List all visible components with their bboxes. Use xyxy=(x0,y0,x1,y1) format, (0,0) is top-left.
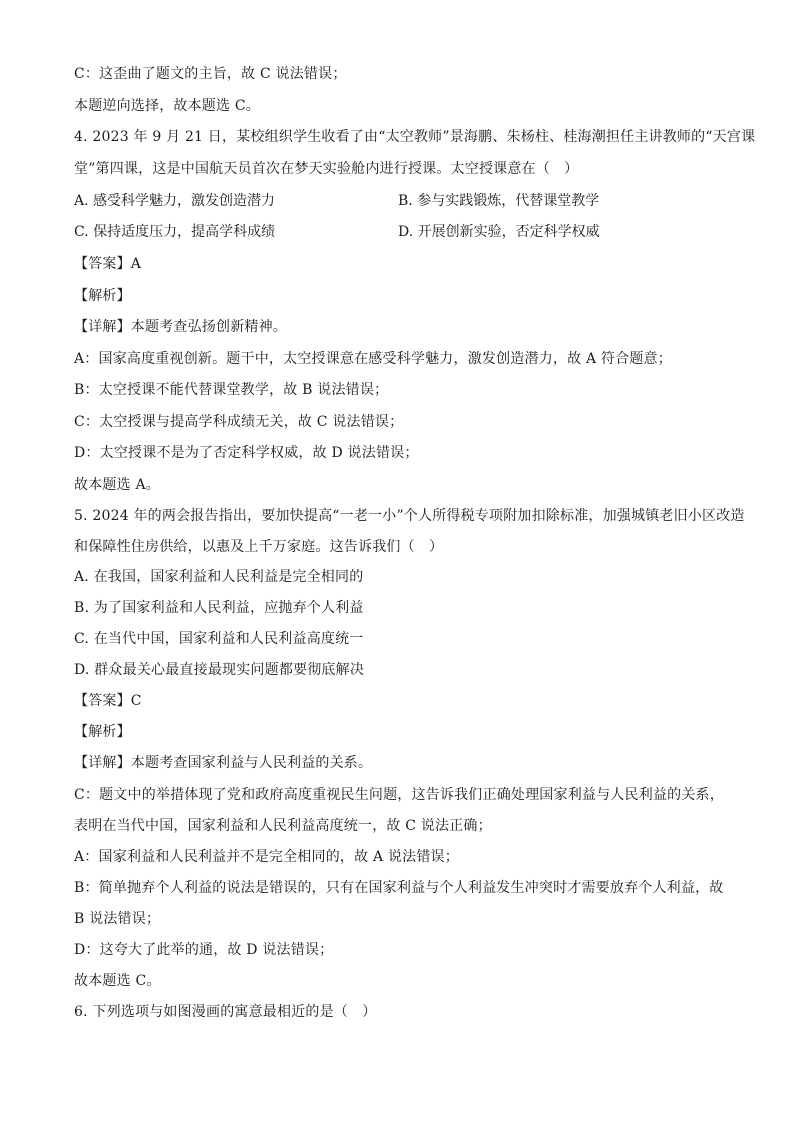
detail-text: 【详解】本题考查国家利益与人民利益的关系。 xyxy=(74,755,373,771)
text-line: B：简单抛弃个人利益的说法是错误的，只有在国家利益与个人利益发生冲突时才需要放弃个人利益，故 xyxy=(74,880,724,896)
text-line: B：太空授课不能代替课堂教学，故 B 说法错误； xyxy=(74,382,389,398)
text-line: 本题逆向选择，故本题选 C。 xyxy=(74,98,260,114)
option-b: B. 参与实践锻炼，代替课堂教学 xyxy=(398,193,600,209)
text-line: 故本题选 A。 xyxy=(74,477,160,493)
question-4-stem: 堂”第四课，这是中国航天员首次在梦天实验舱内进行授课。太空授课意在（ ） xyxy=(74,161,579,177)
question-5-stem: 和保障性住房供给，以惠及上千万家庭。这告诉我们（ ） xyxy=(74,539,444,555)
question-4-stem: 4. 2023 年 9 月 21 日，某校组织学生收看了由“太空教师”景海鹏、朱杨柱、桂海潮担任主讲教师的“天宫课 xyxy=(74,129,756,145)
text-line: A：国家利益和人民利益并不是完全相同的，故 A 说法错误； xyxy=(74,849,459,865)
text-line: A：国家高度重视创新。题干中，太空授课意在感受科学魅力，激发创造潜力，故 A 符合题意； xyxy=(74,351,672,367)
question-6-stem: 6. 下列选项与如图漫画的寓意最相近的是（ ） xyxy=(74,1004,377,1020)
answer-label: 【答案】A xyxy=(74,256,142,272)
option-d: D. 群众最关心最直接最现实问题都要彻底解决 xyxy=(74,662,365,678)
option-b: B. 为了国家利益和人民利益，应抛弃个人利益 xyxy=(74,600,364,616)
question-5-stem: 5. 2024 年的两会报告指出，要加快提高“一老一小”个人所得税专项附加扣除标准，加强城镇老旧小区改造 xyxy=(74,508,745,524)
analysis-label: 【解析】 xyxy=(74,724,131,740)
answer-label: 【答案】C xyxy=(74,693,142,709)
text-line: C：题文中的举措体现了党和政府高度重视民生问题，这告诉我们正确处理国家利益与人民利益的关系， xyxy=(74,787,724,803)
text-line: D：太空授课不是为了否定科学权威，故 D 说法错误； xyxy=(74,445,419,461)
text-line: C：这歪曲了题文的主旨，故 C 说法错误； xyxy=(74,66,347,82)
text-line: D：这夸大了此举的通，故 D 说法错误； xyxy=(74,942,334,958)
text-line: 故本题选 C。 xyxy=(74,973,161,989)
option-a: A. 感受科学魅力，激发创造潜力 xyxy=(74,193,276,209)
option-a: A. 在我国，国家利益和人民利益是完全相同的 xyxy=(74,569,364,585)
option-c: C. 在当代中国，国家利益和人民利益高度统一 xyxy=(74,631,364,647)
detail-text: 【详解】本题考查弘扬创新精神。 xyxy=(74,319,287,335)
text-line: B 说法错误； xyxy=(74,911,161,927)
text-line: 表明在当代中国，国家利益和人民利益高度统一，故 C 说法正确； xyxy=(74,818,492,834)
analysis-label: 【解析】 xyxy=(74,288,131,304)
text-line: C：太空授课与提高学科成绩无关，故 C 说法错误； xyxy=(74,414,404,430)
option-d: D. 开展创新实验，否定科学权威 xyxy=(398,224,600,240)
option-c: C. 保持适度压力，提高学科成绩 xyxy=(74,224,276,240)
